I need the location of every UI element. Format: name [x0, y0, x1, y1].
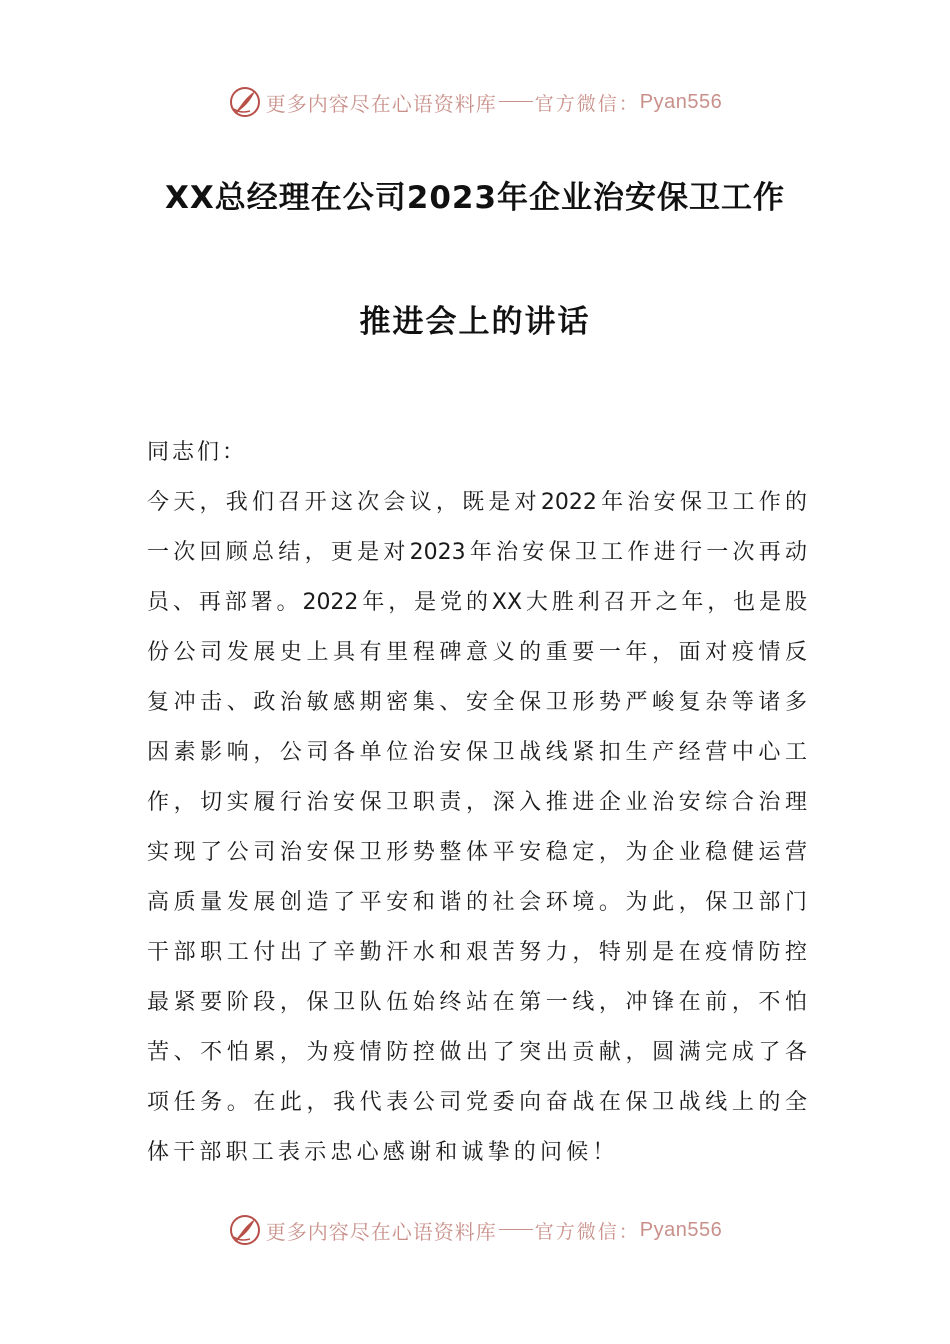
paragraph-line: 份公司发展史上具有里程碑意义的重要一年，面对疫情反 — [147, 640, 807, 665]
salutation: 同志们： — [147, 440, 248, 465]
paragraph-line: 实现了公司治安保卫形势整体平安稳定，为企业稳健运营 — [147, 840, 807, 865]
watermark-wechat-id: Pyan556 — [639, 90, 723, 113]
paragraph-line: 体干部职工表示忠心感谢和诚挚的问候！ — [147, 1140, 619, 1165]
paragraph-line: 苦、不怕累，为疫情防控做出了突出贡献，圆满完成了各 — [147, 1040, 807, 1065]
paragraph-line: 干部职工付出了辛勤汗水和艰苦努力，特别是在疫情防控 — [147, 940, 807, 965]
watermark-dash — [499, 101, 533, 102]
paragraph-line: 今天，我们召开这次会议，既是对2022年治安保卫工作的 — [147, 490, 807, 515]
paragraph-line: 复冲击、政治敏感期密集、安全保卫形势严峻复杂等诸多 — [147, 690, 807, 715]
document-title-line-2: 推进会上的讲话 — [359, 304, 591, 340]
paragraph-line: 员、再部署。2022年，是党的XX大胜利召开之年，也是股 — [147, 590, 807, 615]
paragraph-line: 一次回顾总结，更是对2023年治安保卫工作进行一次再动 — [147, 540, 807, 565]
paragraph-line: 项任务。在此，我代表公司党委向奋战在保卫战线上的全 — [147, 1090, 807, 1115]
watermark-main-text: 更多内容尽在心语资料库 — [265, 91, 497, 116]
watermark-banner-bottom — [0, 1208, 950, 1252]
paragraph-line: 因素影响，公司各单位治安保卫战线紧扣生产经营中心工 — [147, 740, 807, 765]
document-title-line-1: XX总经理在公司2023年企业治安保卫工作 — [164, 180, 786, 216]
document-body — [147, 428, 807, 1178]
watermark-banner-top — [0, 80, 950, 124]
paragraph-line: 最紧要阶段，保卫队伍始终站在第一线，冲锋在前，不怕 — [147, 990, 807, 1015]
watermark-wechat-id: Pyan556 — [639, 1218, 723, 1241]
watermark-wechat-label: 官方微信： — [534, 1220, 640, 1243]
paragraph-line: 作，切实履行治安保卫职责，深入推进企业治安综合治理 — [147, 790, 807, 815]
watermark-dash — [499, 1229, 533, 1230]
quill-pen-logo-icon — [228, 1213, 262, 1247]
watermark-wechat-label: 官方微信： — [534, 92, 640, 115]
quill-pen-logo-icon — [228, 85, 262, 119]
watermark-main-text: 更多内容尽在心语资料库 — [265, 1219, 497, 1244]
paragraph-line: 高质量发展创造了平安和谐的社会环境。为此，保卫部门 — [147, 890, 807, 915]
